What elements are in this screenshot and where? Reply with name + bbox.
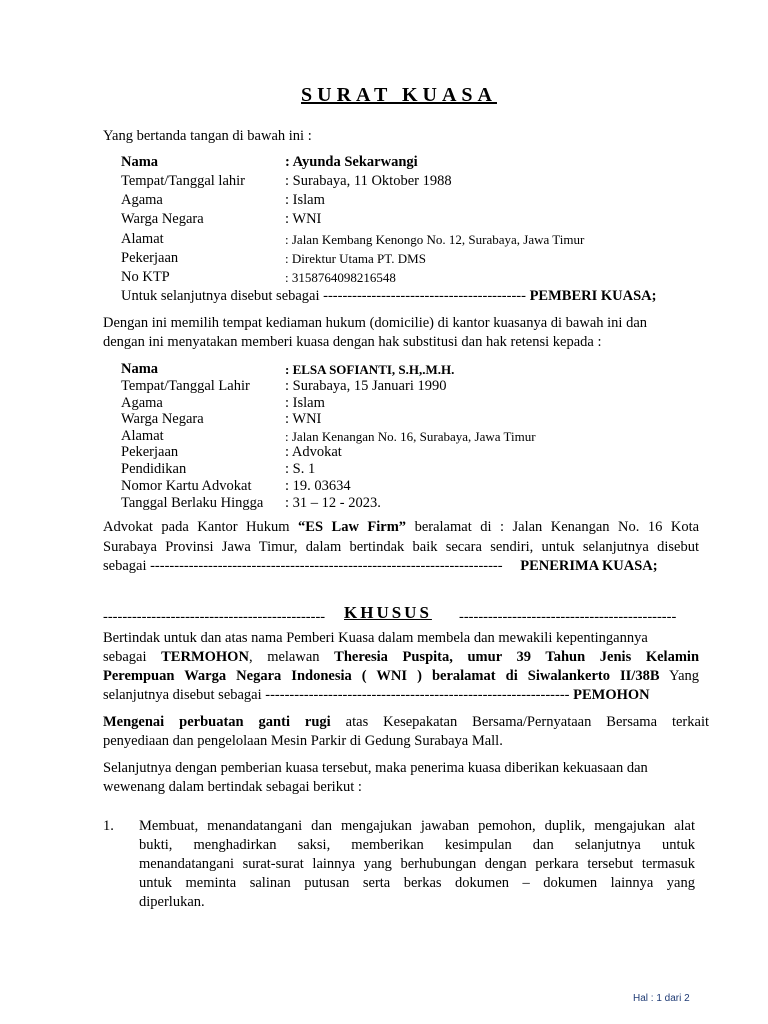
bertindak-l3-tail: Yang: [669, 668, 700, 684]
penerima-label-pendidikan: Pendidikan: [121, 461, 187, 477]
pemohon-identity-1: Theresia Puspita, umur 39 Tahun Jenis Kelamin: [334, 649, 700, 665]
termohon-label: TERMOHON: [161, 649, 249, 665]
pemberi-value-ttl: : Surabaya, 11 Oktober 1988: [285, 173, 452, 189]
penerima-value-pendidikan: : S. 1: [285, 461, 316, 477]
penerima-label-agama: Agama: [121, 395, 163, 411]
page-title: SURAT KUASA: [301, 84, 497, 106]
pemberi-value-nama: : Ayunda Sekarwangi: [285, 154, 418, 170]
pemberi-label-ktp: No KTP: [121, 269, 170, 285]
item-1-line-2: bukti, menghadirkan saksi, memberikan kesimpulan dan selanjutnya untuk: [139, 837, 695, 853]
intro-text: Yang bertanda tangan di bawah ini :: [103, 128, 312, 144]
pemohon-identity-2: Perempuan Warga Negara Indonesia ( WNI ) beralamat di Siwalankerto II/38B: [103, 668, 660, 684]
penerima-value-pekerjaan: : Advokat: [285, 444, 342, 460]
penerima-value-agama: : Islam: [285, 395, 325, 411]
bertindak-l2-a: sebagai: [103, 649, 147, 665]
mengenai-bold: Mengenai perbuatan ganti rugi: [103, 714, 331, 730]
advokat-line-3: [103, 557, 658, 575]
pemberi-label-pekerjaan: Pekerjaan: [121, 250, 179, 266]
penerima-label-pekerjaan: Pekerjaan: [121, 444, 179, 460]
item-1-line-5: diperlukan.: [139, 894, 205, 910]
khusus-dashes-left: ----------------------------------------------: [103, 609, 326, 625]
bertindak-line-4: [103, 686, 650, 704]
penerima-value-alamat: : Jalan Kenangan No. 16, Surabaya, Jawa Timur: [285, 429, 536, 444]
advokat-line-2: Surabaya Provinsi Jawa Timur, dalam bertindak baik secara sendiri, untuk selanjutnya disebut: [103, 539, 699, 555]
advokat-l1-b: beralamat di : Jalan Kenangan No. 16 Kota: [414, 519, 700, 535]
bertindak-line-1: Bertindak untuk dan atas nama Pemberi Kuasa dalam membela dan mewakili kepentingannya: [103, 630, 648, 646]
mengenai-line-2: penyediaan dan pengelolaan Mesin Parkir di Gedung Surabaya Mall.: [103, 733, 503, 749]
khusus-dashes-right: ---------------------------------------------: [459, 609, 677, 625]
penerima-value-berlaku: : 31 – 12 - 2023.: [285, 495, 381, 511]
pemberi-role: PEMBERI KUASA;: [529, 288, 657, 304]
selanjutnya-line-2: wewenang dalam bertindak sebagai berikut :: [103, 779, 362, 795]
pemberi-label-alamat: Alamat: [121, 231, 164, 247]
advokat-l3-prefix: sebagai -------------------------------------------------------------------------: [103, 558, 503, 574]
pemberi-value-warga: : WNI: [285, 211, 322, 227]
pemberi-value-agama: : Islam: [285, 192, 325, 208]
pemberi-closing: [121, 287, 656, 305]
pemohon-role: PEMOHON: [573, 687, 650, 703]
pemberi-label-nama: Nama: [121, 154, 159, 170]
bertindak-line-2: [103, 648, 699, 666]
pemberi-value-pekerjaan: : Direktur Utama PT. DMS: [285, 251, 426, 266]
penerima-label-alamat: Alamat: [121, 428, 164, 444]
khusus-heading: KHUSUS: [344, 603, 432, 622]
penerima-value-nama: : ELSA SOFIANTI, S.H,.M.H.: [285, 362, 455, 377]
item-1-line-1: Membuat, menandatangani dan mengajukan jawaban pemohon, duplik, mengajukan alat: [139, 818, 695, 834]
advokat-l1-a: Advokat pada Kantor Hukum: [103, 519, 290, 535]
mengenai-line-1: [103, 713, 709, 731]
penerima-role: PENERIMA KUASA;: [520, 558, 658, 574]
item-1-line-4: untuk meminta salinan putusan serta berkas dokumen – dokumen lainnya yang: [139, 875, 695, 891]
penerima-label-berlaku: Tanggal Berlaku Hingga: [121, 495, 264, 511]
pemberi-value-ktp: : 3158764098216548: [285, 270, 396, 285]
pemberi-label-agama: Agama: [121, 192, 163, 208]
advokat-line-1: [103, 518, 699, 536]
item-1-number: 1.: [103, 818, 114, 834]
penerima-label-nama: Nama: [121, 361, 159, 377]
advokat-firm: “ES Law Firm”: [298, 519, 407, 535]
penerima-label-warga: Warga Negara: [121, 411, 204, 427]
penerima-label-ttl: Tempat/Tanggal Lahir: [121, 378, 250, 394]
bertindak-l2-b: , melawan: [248, 649, 320, 665]
pemberi-closing-prefix: Untuk selanjutnya disebut sebagai ------------------------------------------: [121, 288, 526, 304]
penerima-label-kartu: Nomor Kartu Advokat: [121, 478, 252, 494]
pemberi-value-alamat: : Jalan Kembang Kenongo No. 12, Surabaya, Jawa Timur: [285, 232, 585, 247]
domicile-line-1: Dengan ini memilih tempat kediaman hukum (domicilie) di kantor kuasanya di bawah ini dan: [103, 315, 648, 331]
bertindak-l4-prefix: selanjutnya disebut sebagai ---------------------------------------------------------------: [103, 687, 570, 703]
penerima-value-kartu: : 19. 03634: [285, 478, 351, 494]
pemberi-label-ttl: Tempat/Tanggal lahir: [121, 173, 245, 189]
mengenai-rest: atas Kesepakatan Bersama/Pernyataan Bersama terkait: [345, 714, 710, 730]
page-number: Hal : 1 dari 2: [633, 993, 690, 1004]
pemberi-label-warga: Warga Negara: [121, 211, 204, 227]
domicile-line-2: dengan ini menyatakan memberi kuasa dengan hak substitusi dan hak retensi kepada :: [103, 334, 602, 350]
penerima-value-ttl: : Surabaya, 15 Januari 1990: [285, 378, 447, 394]
bertindak-line-3: [103, 667, 699, 685]
penerima-value-warga: : WNI: [285, 411, 322, 427]
selanjutnya-line-1: Selanjutnya dengan pemberian kuasa tersebut, maka penerima kuasa diberikan kekuasaan dan: [103, 760, 648, 776]
item-1-line-3: menandatangani surat-surat lainnya yang berhubungan dengan perkara tersebut termasuk: [139, 856, 695, 872]
